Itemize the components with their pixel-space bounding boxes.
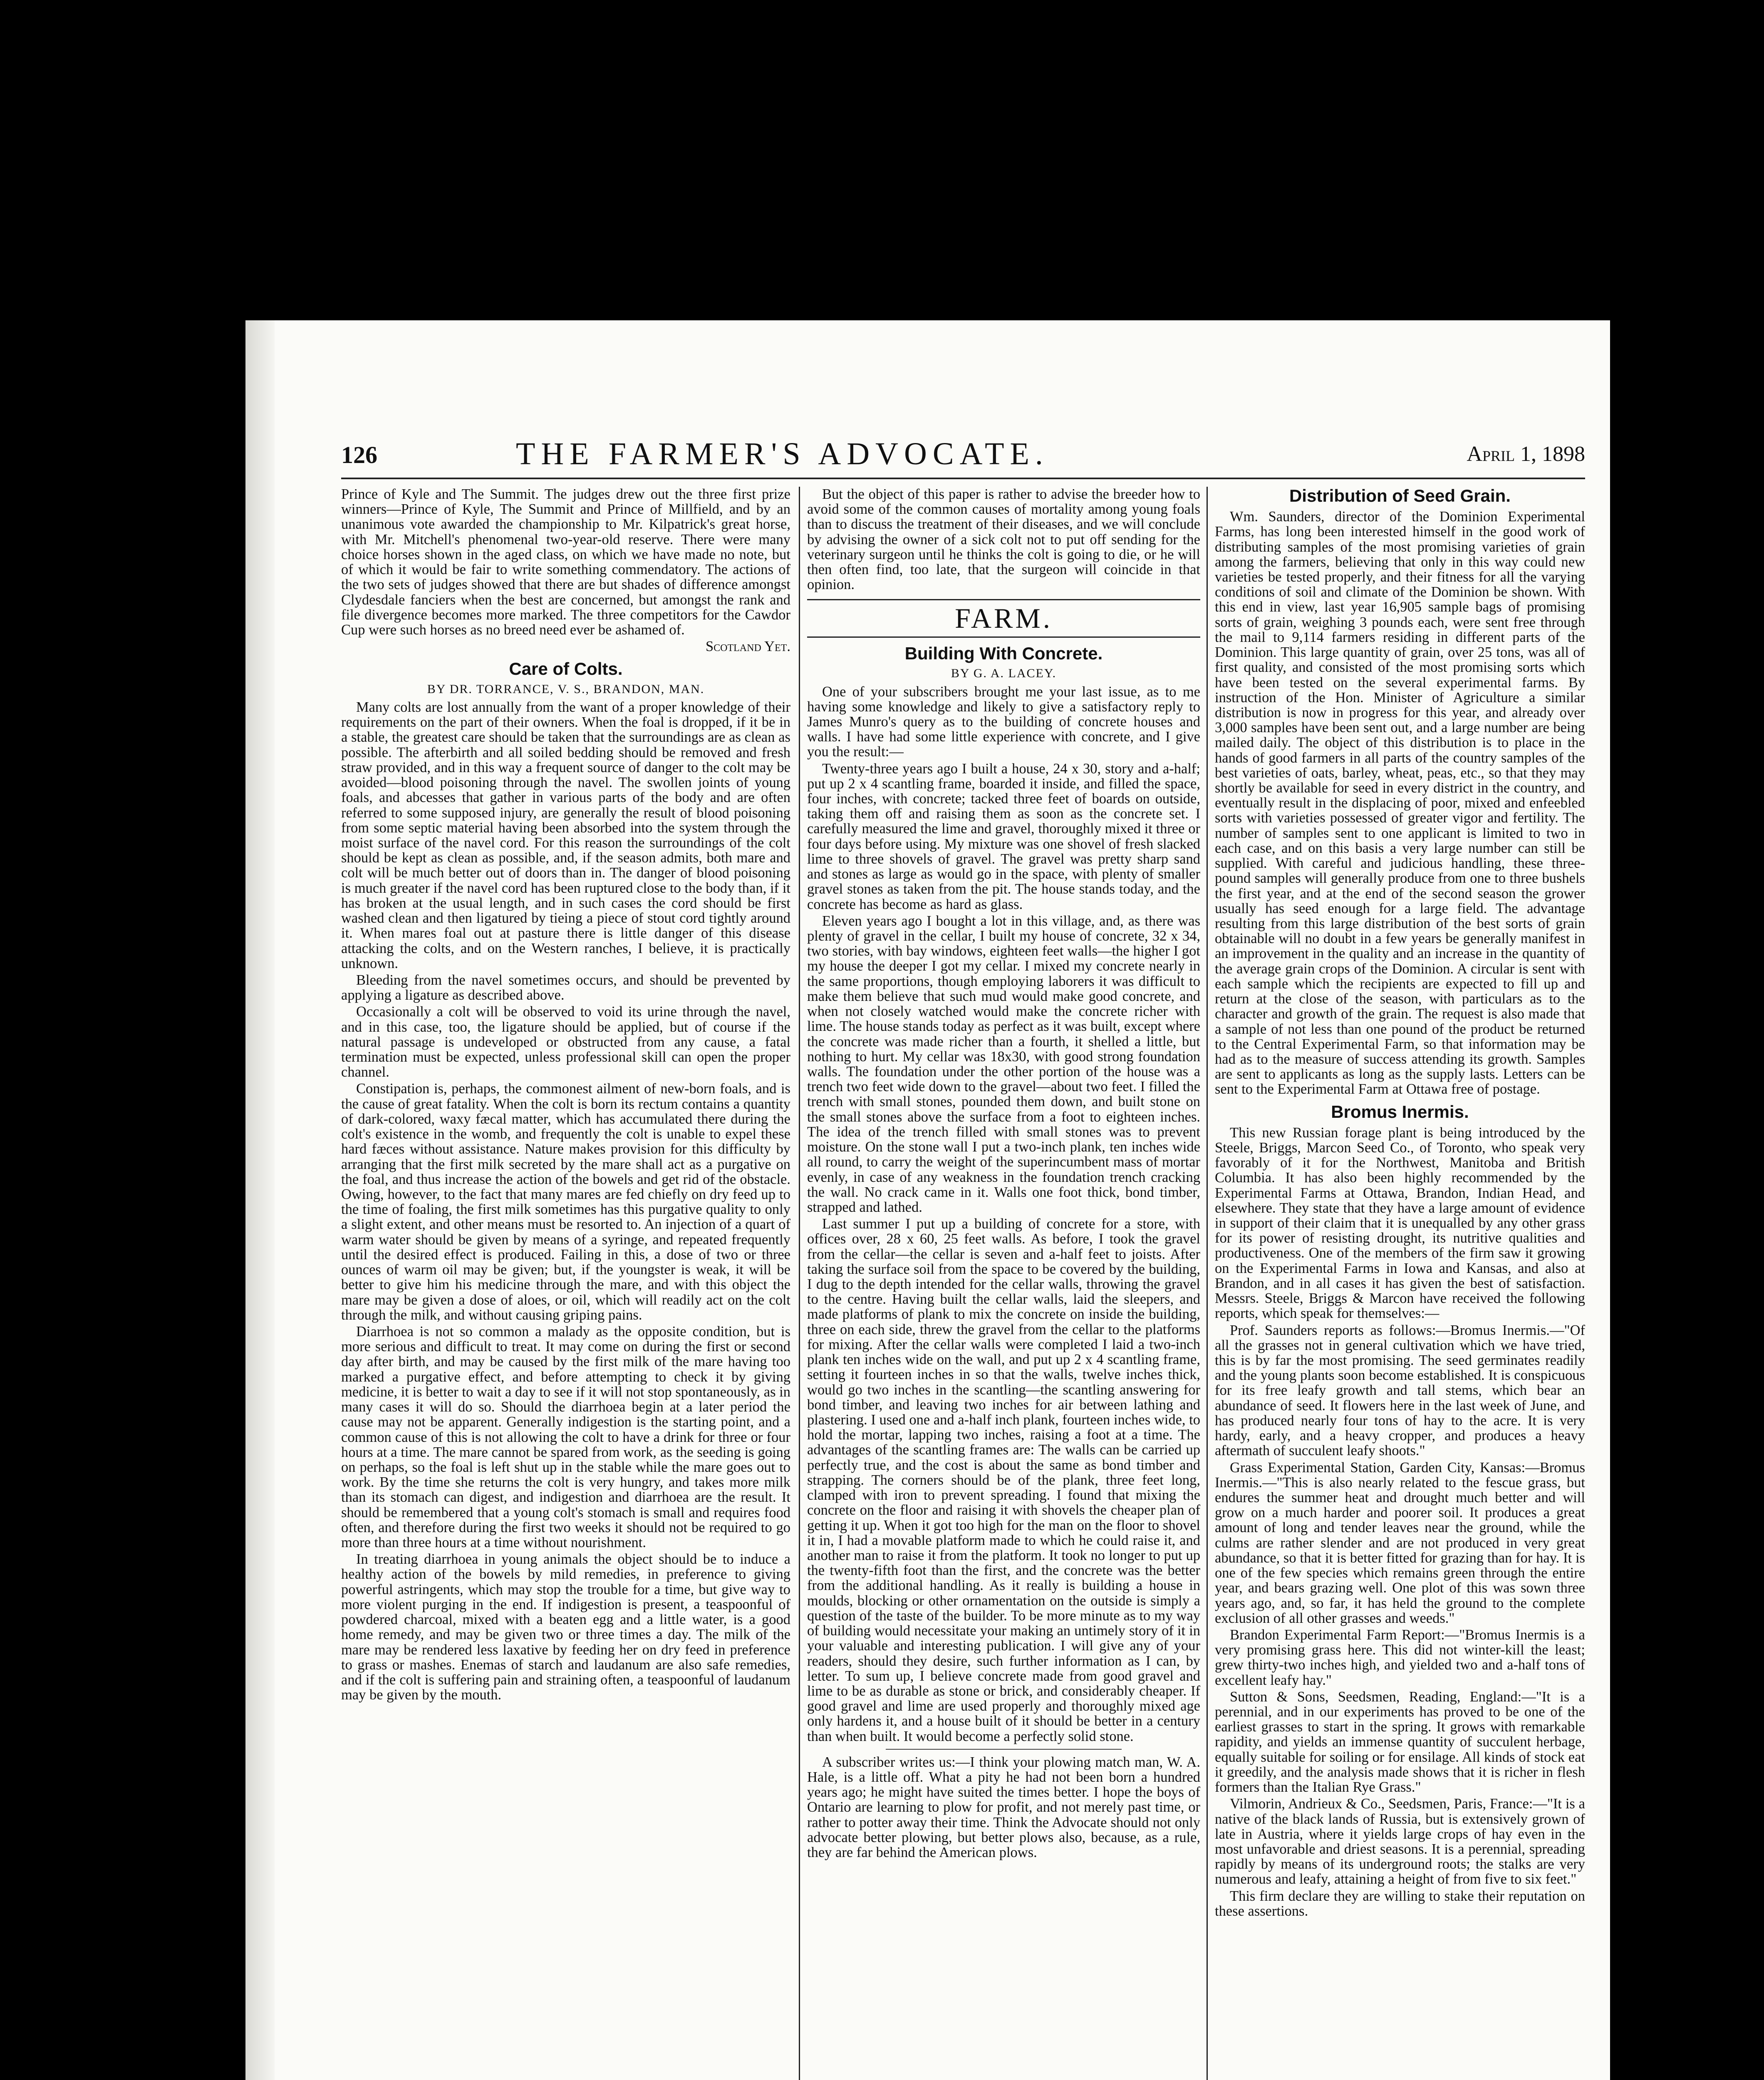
paragraph: Sutton & Sons, Seedsmen, Reading, England:—"It is a perennial, and in our experiments has proved to be one of the earliest grasses to start in the spring. It grows with remarkable rapidity, and yields an immense quantity of succulent herbage, equally suitable for soiling or for ensilage. All kinds of stock eat it greedily, and the analysis made shows that it is richer in flesh formers than the Italian Rye Grass."	[1215, 1689, 1585, 1795]
paragraph: This firm declare they are willing to stake their reputation on these assertions.	[1215, 1888, 1585, 1919]
paragraph: Wm. Saunders, director of the Dominion Experimental Farms, has long been interested himself in the good work of distributing samples of the most promising varieties of grain among the farmers, believing that only in this way could new varieties be tested properly, and their fitness for all the varying conditions of soil and climate of the Dominion be shown. With this end in view, last year 16,905 sample bags of promising sorts of grain, weighing 3 pounds each, were sent free through the mail to 9,114 farmers residing in different parts of the Dominion. This large quantity of grain, over 25 tons, was all of first quality, and consisted of the most promising sorts which have been tested on the several experimental farms. By instruction of the Hon. Minister of Agriculture a similar distribution is now in progress for this year, and already over 3,000 samples have been sent out, and a large number are being mailed daily. The object of this distribution is to place in the hands of good farmers in all parts of the country samples of the best varieties of oats, barley, wheat, peas, etc., so that they may shortly be available for seed in every district in the country, and eventually result in the displacing of poor, mixed and enfeebled sorts with varieties possessed of greater vigor and fertility. The number of samples sent to one applicant is limited to two in each case, and on this basis a very large number can still be supplied. With careful and judicious handling, these three-pound samples will generally produce from one to three bushels the first year, and at the end of the second season the grower usually has seed enough for a large field. The advantage resulting from this large distribution of the best sorts of grain obtainable will no doubt in a few years be generally manifest in an improvement in the quality and an increase in the quantity of the average grain crops of the Dominion. A circular is sent with each sample which the recipients are expected to fill up and return at the close of the season, with particulars as to the character and growth of the grain. The request is also made that a sample of not less than one pound of the product be returned to the Central Experimental Farm, so that information may be had as to the measure of success attending its growth. Samples are sent to applicants as long as the supply lasts. Letters can be sent to the Experimental Farm at Ottawa free of postage.	[1215, 509, 1585, 1097]
paragraph: Last summer I put up a building of concrete for a store, with offices over, 28 x 60, 25 feet walls. As before, I took the gravel from the cellar—the cellar is seven and a-half feet to joists. After taking the surface soil from the space to be covered by the building, I dug to the depth intended for the cellar walls, throwing the gravel to the centre. Having built the cellar walls, laid the sleepers, and made platforms of plank to mix the concrete on inside the building, three on each side, threw the gravel from the cellar to the platforms for mixing. After the cellar walls were completed I laid a two-inch plank ten inches wide on the wall, and put up 2 x 4 scantling frame, setting it fourteen inches in so that the walls, twelve inches thick, would go two inches in the scantling—the scantling answering for bond timber, and leaving two inches for air between lathing and plastering. I used one and a-half inch plank, fourteen inches wide, to hold the mortar, lapping two inches, raising a foot at a time. The advantages of the scantling frames are: The walls can be carried up perfectly true, and the cost is about the same as bond timber and strapping. The corners should be of the plank, three feet long, clamped with iron to prevent spreading. I found that mixing the concrete on the floor and raising it with shovels the cheaper plan of getting it up. When it got too high for the man on the floor to shovel it in, I had a movable platform made to which he could raise it, and another man to raise it from the platform. It took no longer to put up the twenty-fifth foot than the first, and the concrete was the better from the additional handling. As it really is building a house in moulds, blocking or other ornamentation on the outside is simply a question of the taste of the builder. To be more minute as to my way of building would necessitate your making an untimely story of it in your valuable and interesting publication. I will give any of your readers, should they desire, such further information as I can, by letter. To sum up, I believe concrete made from good gravel and lime to be as durable as stone or brick, and considerably cheaper. If good gravel and lime are used properly and thoroughly mixed age only hardens it, and a house built of it should be better in a century than when built. It would become a perfectly solid stone.	[807, 1216, 1200, 1744]
paragraph: One of your subscribers brought me your last issue, as to me having some knowledge and likely to give a satisfactory reply to James Munro's query as to the building of concrete houses and walls. I have had some little experience with concrete, and I give you the result:—	[807, 683, 1200, 760]
header-rule	[341, 478, 1585, 479]
concrete-byline: BY G. A. LACEY.	[951, 666, 1057, 681]
paragraph: Bleeding from the navel sometimes occurs, and should be prevented by applying a ligature as described above.	[341, 972, 790, 1003]
column-1	[341, 487, 790, 1704]
column-3	[1215, 487, 1585, 1920]
paragraph: Twenty-three years ago I built a house, 24 x 30, story and a-half; put up 2 x 4 scantling frame, boarded it inside, and filled the space, four inches, with concrete; tacked three feet of boards on outside, taking them off and raising them as soon as the concrete set. I carefully measured the lime and gravel, thoroughly mixed it three or four days before using. My mixture was one shovel of fresh slacked lime to three shovels of gravel. The gravel was pretty sharp sand and stones as large as would go in the space, with plenty of smaller gravel stones as taken from the pit. The house stands today, and the concrete has become as hard as glass.	[807, 760, 1200, 912]
column-2	[807, 487, 1200, 1862]
paragraph: Brandon Experimental Farm Report:—"Bromus Inermis is a very promising grass here. This did not winter-kill the least; grew thirty-two inches high, and yielded two and a-half tons of excellent leafy hay."	[1215, 1627, 1585, 1688]
farm-section-title: FARM.	[955, 602, 1053, 634]
concrete-title: Building With Concrete.	[904, 643, 1103, 663]
care-of-colts-byline: BY DR. TORRANCE, V. S., BRANDON, MAN.	[427, 682, 705, 696]
bromus-title: Bromus Inermis.	[1331, 1102, 1469, 1122]
divider	[886, 1749, 1122, 1750]
signature: Scotland Yet.	[705, 639, 790, 655]
paragraph: Diarrhoea is not so common a malady as the opposite condition, but is more serious and difficult to treat. It may come on during the first or second day after birth, and may be caused by the first milk of the mare having too marked a purgative effect, and before attempting to check it by giving medicine, it is better to wait a day to see if it will not stop spontaneously, as in many cases it will do so. Should the diarrhoea begin at a later period the cause may not be apparent. Generally indigestion is the starting point, and a common cause of this is not allowing the colt to have a drink for three or four hours at a time. The mare cannot be spared from work, as the seeding is going on perhaps, so the foal is left shut up in the stable while the mare goes out to work. By the time she returns the colt is very hungry, and takes more milk than its stomach can digest, and indigestion and diarrhoea are the result. It should be remembered that a young colt's stomach is small and requires food often, and therefore during the first two weeks it should not be required to go more than three hours at a time without nourishment.	[341, 1323, 790, 1551]
column-rule-2	[1207, 487, 1208, 2080]
paragraph: Grass Experimental Station, Garden City, Kansas:—Bromus Inermis.—"This is also nearly related to the fescue grass, but endures the summer heat and drought much better and will grow on a much harder and poorer soil. It produces a great amount of long and tender leaves near the ground, while the culms are rather slender and are not produced in very great abundance, so that it is better fitted for grazing than for hay. It is one of the few species which remains green through the entire year, and bears grazing well. One plot of this was sown three years ago, and, so far, it has held the ground to the complete exclusion of all other grasses and weeds."	[1215, 1459, 1585, 1626]
page-number: 126	[341, 441, 377, 468]
clydesdale-paragraph: Prince of Kyle and The Summit. The judges drew out the three first prize winners—Prince of Kyle, The Summit and Prince of Millfield, and by an unanimous vote awarded the championship to Mr. Kilpatrick's great horse, with Mr. Mitchell's phenomenal two-year-old reserve. There were many choice horses shown in the aged class, on which we have made no note, but of which it would be fair to write something commendatory. The actions of the two sets of judges showed that there are but shades of difference amongst Clydesdale fanciers when the best are concerned, but amongst the rank and file divergence becomes more marked. The three competitors for the Cawdor Cup were such horses as no breed need ever be ashamed of.	[341, 486, 790, 638]
seed-grain-title: Distribution of Seed Grain.	[1289, 486, 1511, 505]
paragraph: Occasionally a colt will be observed to void its urine through the navel, and in this case, too, the ligature should be applied, but of course if the natural passage is undeveloped or obstructed from any cause, a fatal termination must be expected, unless professional skill can open the proper channel.	[341, 1004, 790, 1080]
paragraph: This new Russian forage plant is being introduced by the Steele, Briggs, Marcon Seed Co., of Toronto, who speak very favorably of it for the Northwest, Manitoba and British Columbia. It has also been highly recommended by the Experimental Farms at Ottawa, Brandon, Indian Head, and elsewhere. They state that they have a large amount of evidence in support of their claim that it is unequalled by any other grass for its power of resisting drought, its nutritive qualities and productiveness. One of the members of the firm saw it growing on the Experimental Farms in Iowa and Kansas, and also at Brandon, and in all cases it has given the best of satisfaction. Messrs. Steele, Briggs & Marcon have received the following reports, which speak for themselves:—	[1215, 1124, 1585, 1322]
paragraph: Prof. Saunders reports as follows:—Bromus Inermis.—"Of all the grasses not in general cultivation which we have tried, this is by far the most promising. The seed germinates readily and the young plants soon become established. It is conspicuous for its free leafy growth and tall stems, which bear an abundance of seed. It flowers here in the last week of June, and has produced nearly four tons of hay to the acre. It is very hardy, early, and a heavy cropper, and produces a heavy aftermath of succulent leafy shoots."	[1215, 1322, 1585, 1459]
paragraph: Eleven years ago I bought a lot in this village, and, as there was plenty of gravel in the cellar, I built my house of concrete, 32 x 34, two stories, with bay windows, eighteen feet walls—the higher I got my house the deeper I got my cellar. I mixed my concrete nearly in the same proportions, though employing laborers it was difficult to make them believe that such mud would make good concrete, and when not closely watched would make the concrete richer with lime. The house stands today as perfect as it was built, except where the concrete was made richer than a fourth, it shelled a little, but nothing to hurt. My cellar was 18x30, with good strong foundation walls. The foundation under the other portion of the house was a trench two feet wide down to the gravel—about two feet. I filled the trench with small stones, pounded them down, and built stone on the small stones above the surface from a foot to eighteen inches. The idea of the trench filled with small stones was to prevent moisture. On the stone wall I put a two-inch plank, ten inches wide all round, to carry the weight of the superincumbent mass of mortar evenly, in case of any weakness in the foundation trench cracking the wall. No crack came in it. Walls one foot thick, bond timber, strapped and lathed.	[807, 913, 1200, 1215]
paragraph: Many colts are lost annually from the want of a proper knowledge of their requirements on the part of their owners. When the foal is dropped, if it be in a stable, the greatest care should be taken that the surroundings are as clean as possible. The afterbirth and all soiled bedding should be removed and fresh straw provided, and in this way a frequent source of danger to the colt may be avoided—blood poisoning through the navel. The swollen joints of young foals, and abcesses that gather in various parts of the body and are often referred to some supposed injury, are generally the result of blood poisoning from some septic material having been absorbed into the system through the moist surface of the navel cord. For this reason the surroundings of the colt should be kept as clean as possible, and, if the season admits, both mare and colt will be much better out of doors than in. The danger of blood poisoning is much greater if the navel cord has been ruptured close to the body than, if it has broken at the usual length, and in such cases the cord should be first washed clean and then ligatured by tieing a piece of stout cord tightly around it. When mares foal out at pasture there is little danger of this disease attacking the colts, and on the Western ranches, I believe, it is practically unknown.	[341, 699, 790, 971]
farm-section-header	[807, 599, 1200, 638]
paragraph: A subscriber writes us:—I think your plowing match man, W. A. Hale, is a little off. What a pity he had not been born a hundred years ago; he might have suited the times better. I hope the boys of Ontario are learning to plow for profit, and not merely past time, or rather to potter away their time. Think the Advocate should not only advocate better plowing, but better plows also, because, as a rule, they are far behind the American plows.	[807, 1754, 1200, 1861]
colts-conclusion-paragraph: But the object of this paper is rather to advise the breeder how to avoid some of the common causes of mortality among young foals than to discuss the treatment of their diseases, and we will conclude by advising the owner of a sick colt not to put off sending for the veterinary surgeon until he thinks the colt is going to die, or he will then often find, too late, that the surgeon will coincide in that opinion.	[807, 486, 1200, 593]
issue-date: April 1, 1898	[1467, 442, 1585, 466]
page-header	[341, 436, 1585, 474]
masthead-title: THE FARMER'S ADVOCATE.	[516, 436, 1049, 471]
paragraph: In treating diarrhoea in young animals the object should be to induce a healthy action of the bowels by mild remedies, in preference to giving powerful astringents, which may stop the trouble for a time, but give way to more violent purging in the end. If indigestion is present, a teaspoonful of powdered charcoal, mixed with a beaten egg and a little water, is a good home remedy, and may be given two or three times a day. The milk of the mare may be rendered less laxative by feeding her on dry feed in preference to grass or mashes. Enemas of starch and laudanum are also safe remedies, and if the colt is suffering pain and straining often, a teaspoonful of laudanum may be given by the mouth.	[341, 1551, 790, 1703]
newspaper-page	[245, 320, 1610, 2080]
column-rule-1	[799, 487, 800, 2080]
paragraph: Vilmorin, Andrieux & Co., Seedsmen, Paris, France:—"It is a native of the black lands of Russia, but is extensively grown of late in Austria, where it yields large crops of hay even in the most unfavorable and driest seasons. It is a perennial, spreading rapidly by means of its underground roots; the stalks are very numerous and leafy, attaining a height of from five to six feet."	[1215, 1796, 1585, 1887]
page-gutter-shadow	[245, 320, 275, 2080]
paragraph: Constipation is, perhaps, the commonest ailment of new-born foals, and is the cause of great fatality. When the colt is born its rectum contains a quantity of dark-colored, waxy fæcal matter, which has accumulated there during the colt's existence in the womb, and frequently the colt is unable to expel these hard fæces without assistance. Nature makes provision for this difficulty by arranging that the first milk secreted by the mare shall act as a purgative on the foal, and thus increase the action of the bowels and get rid of the obstacle. Owing, however, to the fact that many mares are fed chiefly on dry feed up to the time of foaling, the first milk sometimes has this purgative quality to only a slight extent, and other means must be resorted to. An injection of a quart of warm water should be given by means of a syringe, and repeated frequently until the desired effect is produced. Failing in this, a dose of two or three ounces of warm oil may be given; but, if the youngster is weak, it will be better to give him his medicine through the mare, and with this object the mare may be given a dose of aloes, or oil, which will readily act on the colt through the milk, and without causing griping pains.	[341, 1081, 790, 1323]
care-of-colts-title: Care of Colts.	[509, 659, 623, 679]
